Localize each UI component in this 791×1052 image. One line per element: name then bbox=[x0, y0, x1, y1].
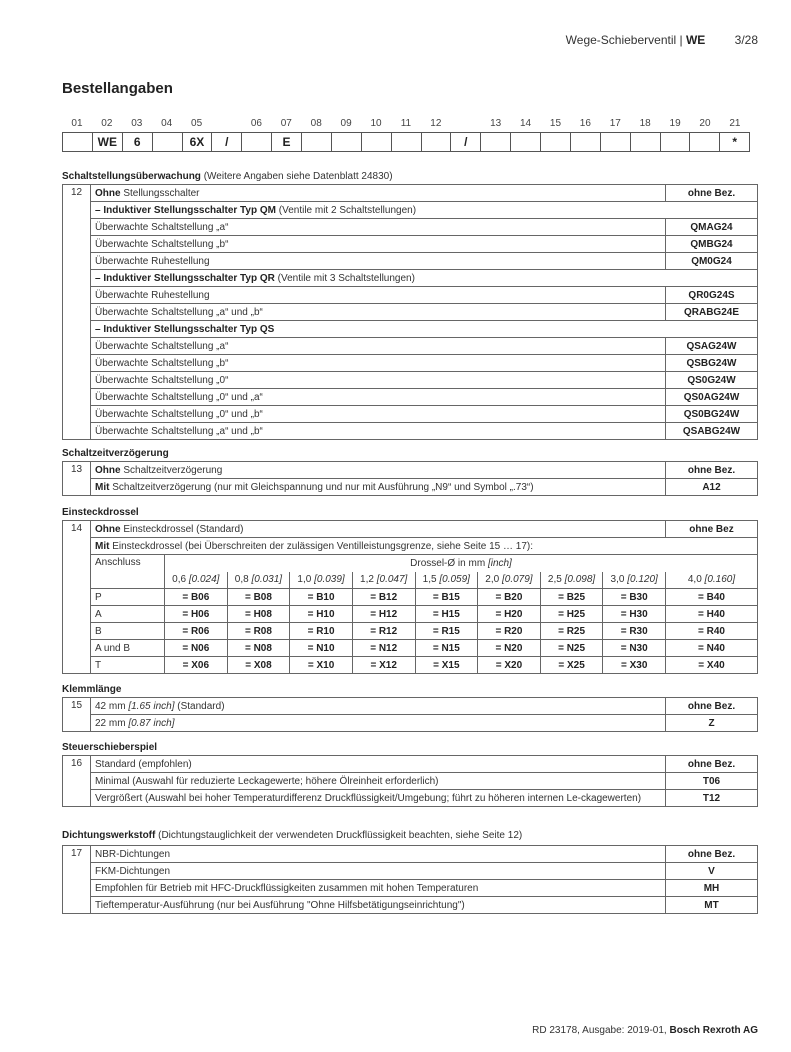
table-row bbox=[63, 790, 758, 807]
code-cell bbox=[601, 133, 631, 151]
option-bold: Ohne bbox=[95, 187, 121, 199]
code-cell bbox=[392, 133, 422, 151]
option-description: Überwachte Schaltstellung „a“ und „b“ bbox=[91, 304, 666, 321]
option-code: T12 bbox=[666, 790, 758, 807]
diameter-header: 1,0 [0.039] bbox=[290, 572, 353, 589]
section-note: (Weitere Angaben siehe Datenblatt 24830) bbox=[203, 171, 393, 182]
code-cell: / bbox=[212, 133, 242, 151]
option-description: Überwachte Ruhestellung bbox=[91, 287, 666, 304]
table-row bbox=[63, 219, 758, 236]
option-bold: Ohne bbox=[95, 523, 121, 535]
diameter-inch: [0.079] bbox=[501, 574, 533, 586]
code-cell: E bbox=[272, 133, 302, 151]
code-position-label: 15 bbox=[549, 118, 562, 129]
option-description bbox=[91, 321, 758, 338]
option-code: ohne Bez. bbox=[666, 185, 758, 202]
port-label: P bbox=[91, 589, 165, 606]
section-title-dichtungswerkstoff bbox=[62, 830, 522, 841]
drossel-code: = X08 bbox=[227, 657, 290, 674]
table-steuerschieberspiel bbox=[62, 755, 758, 807]
drossel-code: = R06 bbox=[165, 623, 228, 640]
code-position-label: 07 bbox=[280, 118, 292, 129]
option-code: MH bbox=[666, 880, 758, 897]
drossel-code: = X15 bbox=[415, 657, 478, 674]
drossel-code: = N20 bbox=[478, 640, 541, 657]
drossel-code: = R40 bbox=[666, 623, 758, 640]
port-label: B bbox=[91, 623, 165, 640]
table-row bbox=[63, 185, 758, 202]
code-position-label: 12 bbox=[430, 118, 442, 129]
drossel-code: = X40 bbox=[666, 657, 758, 674]
company-name: Bosch Rexroth AG bbox=[669, 1025, 758, 1036]
code-position-label: 01 bbox=[71, 118, 83, 129]
product-name: Wege-Schieberventil | bbox=[565, 33, 683, 47]
drossel-header: Drossel-Ø in mm [inch] bbox=[165, 555, 758, 572]
drossel-code: = B10 bbox=[290, 589, 353, 606]
option-number: 16 bbox=[63, 756, 91, 807]
drossel-code: = R15 bbox=[415, 623, 478, 640]
option-bold: – Induktiver Stellungsschalter Typ QS bbox=[95, 323, 275, 335]
option-description: FKM-Dichtungen bbox=[91, 863, 666, 880]
option-description: Überwachte Schaltstellung „0“ bbox=[91, 372, 666, 389]
option-description: – Induktiver Stellungsschalter Typ QM (Ventile mit 2 Schaltstellungen) bbox=[91, 202, 758, 219]
code-cell: / bbox=[451, 133, 481, 151]
drossel-code: = X06 bbox=[165, 657, 228, 674]
code-position-label: 06 bbox=[250, 118, 262, 129]
table-row bbox=[63, 202, 758, 219]
code-cell bbox=[242, 133, 272, 151]
option-description: Überwachte Schaltstellung „a“ bbox=[91, 338, 666, 355]
table-schaltstellungsueberwachung bbox=[62, 184, 758, 440]
order-code-bar bbox=[62, 132, 750, 152]
option-number: 13 bbox=[63, 462, 91, 496]
page-header bbox=[566, 33, 758, 47]
drossel-code: = H30 bbox=[603, 606, 666, 623]
diameter-header: 1,5 [0.059] bbox=[415, 572, 478, 589]
drossel-code: = R20 bbox=[478, 623, 541, 640]
diameter-inch: [0.031] bbox=[251, 574, 283, 586]
option-bold: Ohne bbox=[95, 464, 121, 476]
diameter-header: 3,0 [0.120] bbox=[603, 572, 666, 589]
option-description: – Induktiver Stellungsschalter Typ QR (Ventile mit 3 Schaltstellungen) bbox=[91, 270, 758, 287]
code-cell bbox=[631, 133, 661, 151]
diameter-header: 0,6 [0.024] bbox=[165, 572, 228, 589]
table-row bbox=[63, 698, 758, 715]
diameter-header: 2,0 [0.079] bbox=[478, 572, 541, 589]
option-description: 22 mm [0.87 inch] bbox=[91, 715, 666, 732]
option-description: Ohne Einsteckdrossel (Standard) bbox=[91, 521, 666, 538]
page-number: 3/28 bbox=[734, 33, 758, 47]
option-code: ohne Bez. bbox=[666, 846, 758, 863]
option-bold: – Induktiver Stellungsschalter Typ QR bbox=[95, 272, 275, 284]
table-row bbox=[63, 287, 758, 304]
option-description: Mit Einsteckdrossel (bei Überschreiten der zulässigen Ventilleistungsgrenze, siehe Seite 15 … 17): bbox=[91, 538, 758, 555]
table-row bbox=[63, 589, 758, 606]
table-row bbox=[63, 773, 758, 790]
drossel-code: = H25 bbox=[540, 606, 603, 623]
table-row bbox=[63, 715, 758, 732]
drossel-code: = H10 bbox=[290, 606, 353, 623]
code-position-label: 19 bbox=[669, 118, 681, 129]
drossel-code: = H15 bbox=[415, 606, 478, 623]
drossel-code: = N15 bbox=[415, 640, 478, 657]
option-code: QM0G24 bbox=[666, 253, 758, 270]
drossel-code: = B40 bbox=[666, 589, 758, 606]
diameter-header: 1,2 [0.047] bbox=[352, 572, 415, 589]
diameter-inch: [0.047] bbox=[376, 574, 408, 586]
code-position-numbers bbox=[62, 118, 750, 130]
option-description: Überwachte Schaltstellung „0“ und „b“ bbox=[91, 406, 666, 423]
drossel-code: = X25 bbox=[540, 657, 603, 674]
drossel-code: = N30 bbox=[603, 640, 666, 657]
section-heading: Steuerschieberspiel bbox=[62, 742, 158, 753]
option-code: QS0AG24W bbox=[666, 389, 758, 406]
section-title-einsteckdrossel bbox=[62, 507, 139, 518]
option-code: QRABG24E bbox=[666, 304, 758, 321]
table-row bbox=[63, 479, 758, 496]
option-description: Ohne Schaltzeitverzögerung bbox=[91, 462, 666, 479]
option-description: NBR-Dichtungen bbox=[91, 846, 666, 863]
diameter-header: 2,5 [0.098] bbox=[540, 572, 603, 589]
drossel-code: = H08 bbox=[227, 606, 290, 623]
option-number: 17 bbox=[63, 846, 91, 914]
drossel-code: = B12 bbox=[352, 589, 415, 606]
drossel-code: = B30 bbox=[603, 589, 666, 606]
code-position-label: 18 bbox=[639, 118, 651, 129]
drossel-code: = X12 bbox=[352, 657, 415, 674]
option-number: 12 bbox=[63, 185, 91, 440]
code-cell bbox=[422, 133, 452, 151]
table-row bbox=[63, 657, 758, 674]
code-cell bbox=[63, 133, 93, 151]
option-description: Ohne Stellungsschalter bbox=[91, 185, 666, 202]
table-row bbox=[63, 406, 758, 423]
option-code: QSBG24W bbox=[666, 355, 758, 372]
table-row bbox=[63, 355, 758, 372]
option-code: ohne Bez. bbox=[666, 698, 758, 715]
section-heading: Klemmlänge bbox=[62, 684, 122, 695]
option-number: 15 bbox=[63, 698, 91, 732]
code-position-label: 21 bbox=[729, 118, 741, 129]
drossel-code: = R10 bbox=[290, 623, 353, 640]
option-bold: – Induktiver Stellungsschalter Typ QM bbox=[95, 204, 276, 216]
option-description: Überwachte Schaltstellung „a“ bbox=[91, 219, 666, 236]
port-label: A bbox=[91, 606, 165, 623]
code-position-label: 10 bbox=[370, 118, 382, 129]
option-description: Minimal (Auswahl für reduzierte Leckagewerte; höhere Ölreinheit erforderlich) bbox=[91, 773, 666, 790]
page-title: Bestellangaben bbox=[62, 80, 173, 97]
drossel-code: = B15 bbox=[415, 589, 478, 606]
table-dichtungswerkstoff bbox=[62, 845, 758, 914]
drossel-code: = H06 bbox=[165, 606, 228, 623]
option-description: Überwachte Schaltstellung „a“ und „b“ bbox=[91, 423, 666, 440]
drossel-code: = X10 bbox=[290, 657, 353, 674]
option-description: Überwachte Schaltstellung „b“ bbox=[91, 236, 666, 253]
drossel-code: = N12 bbox=[352, 640, 415, 657]
diameter-header: 4,0 [0.160] bbox=[666, 572, 758, 589]
section-title-steuerschieberspiel bbox=[62, 742, 157, 753]
option-code: ohne Bez. bbox=[666, 756, 758, 773]
code-position-label bbox=[212, 118, 242, 130]
option-description: Tieftemperatur-Ausführung (nur bei Ausführung "Ohne Hilfsbetätigungseinrichtung") bbox=[91, 897, 666, 914]
option-description: Überwachte Schaltstellung „b“ bbox=[91, 355, 666, 372]
table-row bbox=[63, 372, 758, 389]
code-position-label: 02 bbox=[101, 118, 113, 129]
port-label: T bbox=[91, 657, 165, 674]
option-code: T06 bbox=[666, 773, 758, 790]
diameter-inch: [0.039] bbox=[314, 574, 345, 586]
code-position-label: 17 bbox=[609, 118, 621, 129]
section-note: (Dichtungstauglichkeit der verwendeten Druckflüssigkeit beachten, siehe Seite 12) bbox=[158, 830, 523, 841]
drossel-code: = N25 bbox=[540, 640, 603, 657]
drossel-code: = X30 bbox=[603, 657, 666, 674]
table-row bbox=[63, 606, 758, 623]
code-cell: WE bbox=[93, 133, 123, 151]
drossel-code: = B08 bbox=[227, 589, 290, 606]
diameter-inch: [0.098] bbox=[564, 574, 596, 586]
drossel-code: = H20 bbox=[478, 606, 541, 623]
table-row bbox=[63, 846, 758, 863]
table-row bbox=[63, 253, 758, 270]
option-code: ohne Bez bbox=[666, 521, 758, 538]
inch-value: [1.65 inch] bbox=[128, 700, 175, 712]
drossel-code: = H40 bbox=[666, 606, 758, 623]
code-position-label: 20 bbox=[699, 118, 711, 129]
code-cell bbox=[541, 133, 571, 151]
page-footer bbox=[532, 1025, 758, 1036]
option-code: QSABG24W bbox=[666, 423, 758, 440]
table-row bbox=[63, 321, 758, 338]
section-title-klemmlaenge bbox=[62, 684, 121, 695]
anschluss-header: Anschluss bbox=[91, 555, 165, 589]
code-cell bbox=[690, 133, 720, 151]
code-cell: 6 bbox=[123, 133, 153, 151]
table-row bbox=[63, 538, 758, 555]
code-cell bbox=[481, 133, 511, 151]
table-row bbox=[63, 897, 758, 914]
code-cell bbox=[362, 133, 392, 151]
code-position-label bbox=[451, 118, 481, 130]
section-title-schaltzeit bbox=[62, 448, 169, 459]
table-row bbox=[63, 389, 758, 406]
option-description: Überwachte Schaltstellung „0“ und „a“ bbox=[91, 389, 666, 406]
code-cell: * bbox=[732, 135, 738, 149]
port-label: A und B bbox=[91, 640, 165, 657]
table-klemmlaenge bbox=[62, 697, 758, 732]
drossel-unit: [inch] bbox=[487, 557, 512, 569]
drossel-code: = N06 bbox=[165, 640, 228, 657]
drossel-code: = N08 bbox=[227, 640, 290, 657]
section-heading: Dichtungswerkstoff bbox=[62, 830, 156, 841]
table-row bbox=[63, 338, 758, 355]
diameter-inch: [0.160] bbox=[704, 574, 736, 586]
table-row bbox=[63, 756, 758, 773]
section-heading: Schaltzeitverzögerung bbox=[62, 448, 169, 459]
option-description: Standard (empfohlen) bbox=[91, 756, 666, 773]
drossel-code: = B25 bbox=[540, 589, 603, 606]
code-cell bbox=[153, 133, 183, 151]
option-code: QSAG24W bbox=[666, 338, 758, 355]
code-position-label: 05 bbox=[191, 118, 203, 129]
section-title-schaltstellung bbox=[62, 171, 393, 182]
code-position-label: 04 bbox=[161, 118, 173, 129]
option-description: Mit Schaltzeitverzögerung (nur mit Gleichspannung und nur mit Ausführung „N9“ und Symbol „.73“) bbox=[91, 479, 666, 496]
table-row bbox=[63, 236, 758, 253]
code-position-label: 14 bbox=[519, 118, 532, 129]
option-bold: Mit bbox=[95, 481, 110, 493]
option-code: A12 bbox=[666, 479, 758, 496]
option-code: QMBG24 bbox=[666, 236, 758, 253]
drossel-code: = R08 bbox=[227, 623, 290, 640]
code-cell bbox=[302, 133, 332, 151]
drossel-code: = R12 bbox=[352, 623, 415, 640]
section-heading: Einsteckdrossel bbox=[62, 507, 139, 518]
option-code: MT bbox=[666, 897, 758, 914]
drossel-code: = R25 bbox=[540, 623, 603, 640]
code-position-label: 09 bbox=[340, 118, 352, 129]
drossel-code: = X20 bbox=[478, 657, 541, 674]
option-code: Z bbox=[666, 715, 758, 732]
drossel-code: = N10 bbox=[290, 640, 353, 657]
table-row bbox=[63, 880, 758, 897]
document-id: RD 23178, Ausgabe: 2019-01, bbox=[532, 1025, 670, 1036]
code-cell: 6X bbox=[183, 133, 213, 151]
table-row bbox=[63, 270, 758, 287]
option-code: QS0G24W bbox=[666, 372, 758, 389]
option-description: 42 mm [1.65 inch] (Standard) bbox=[91, 698, 666, 715]
code-cell bbox=[511, 133, 541, 151]
table-row bbox=[63, 304, 758, 321]
code-position-label: 11 bbox=[400, 118, 412, 129]
code-cell bbox=[661, 133, 691, 151]
product-code: WE bbox=[685, 33, 706, 47]
drossel-header-row bbox=[63, 555, 758, 572]
code-position-label: 13 bbox=[490, 118, 502, 129]
drossel-code: = B06 bbox=[165, 589, 228, 606]
table-row bbox=[63, 640, 758, 657]
option-code: QMAG24 bbox=[666, 219, 758, 236]
drossel-diameter-row bbox=[63, 572, 758, 589]
inch-value: [0.87 inch] bbox=[128, 717, 175, 729]
option-code: QR0G24S bbox=[666, 287, 758, 304]
table-row bbox=[63, 863, 758, 880]
table-row bbox=[63, 462, 758, 479]
option-description: Überwachte Ruhestellung bbox=[91, 253, 666, 270]
table-row bbox=[63, 623, 758, 640]
section-heading: Schaltstellungsüberwachung bbox=[62, 171, 201, 182]
diameter-inch: [0.024] bbox=[188, 574, 220, 586]
option-code: V bbox=[666, 863, 758, 880]
table-schaltzeitverzoegerung bbox=[62, 461, 758, 496]
option-description: Empfohlen für Betrieb mit HFC-Druckflüssigkeiten zusammen mit hohen Temperaturen bbox=[91, 880, 666, 897]
drossel-code: = H12 bbox=[352, 606, 415, 623]
code-position-label: 16 bbox=[579, 118, 591, 129]
code-position-label: 08 bbox=[310, 118, 322, 129]
table-row bbox=[63, 521, 758, 538]
drossel-code: = B20 bbox=[478, 589, 541, 606]
code-cell bbox=[571, 133, 601, 151]
code-position-label: 03 bbox=[131, 118, 143, 129]
diameter-header: 0,8 [0.031] bbox=[227, 572, 290, 589]
option-code: ohne Bez. bbox=[666, 462, 758, 479]
table-einsteckdrossel bbox=[62, 520, 758, 674]
diameter-inch: [0.059] bbox=[439, 574, 470, 586]
drossel-code: = R30 bbox=[603, 623, 666, 640]
option-code: QS0BG24W bbox=[666, 406, 758, 423]
option-bold: Mit bbox=[95, 540, 110, 552]
drossel-code: = N40 bbox=[666, 640, 758, 657]
option-description: Vergrößert (Auswahl bei hoher Temperaturdifferenz Druckflüssigkeit/Umgebung; führt zu höheren internen Le-ckagewerten) bbox=[91, 790, 666, 807]
option-number: 14 bbox=[63, 521, 91, 674]
diameter-inch: [0.120] bbox=[627, 574, 658, 586]
table-row bbox=[63, 423, 758, 440]
code-cell bbox=[332, 133, 362, 151]
